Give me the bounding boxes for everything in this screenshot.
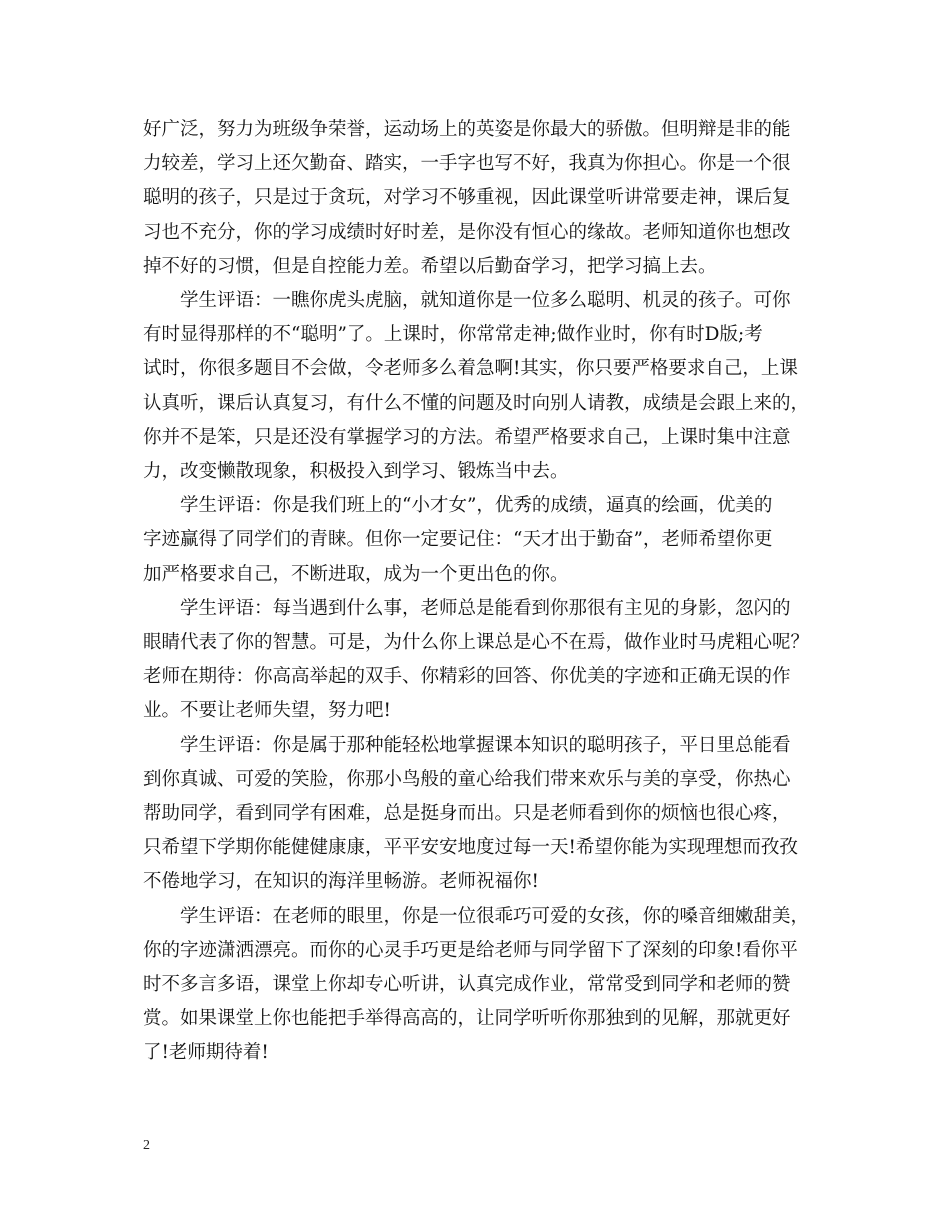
paragraph-line: 学生评语：每当遇到什么事，老师总是能看到你那很有主见的身影，忽闪的 [180, 597, 791, 619]
paragraph-line: 习也不充分，你的学习成绩时好时差，是你没有恒心的缘故。老师知道你也想改 [143, 221, 791, 243]
paragraph-line: 时不多言多语，课堂上你却专心听讲，认真完成作业，常常受到同学和老师的赞 [143, 974, 791, 996]
paragraph [143, 284, 811, 489]
paragraph-line: 帮助同学，看到同学有困难，总是挺身而出。只是老师看到你的烦恼也很心疼， [143, 803, 791, 825]
paragraph-line: 聪明的孩子，只是过于贪玩，对学习不够重视，因此课堂听讲常要走神，课后复 [143, 187, 791, 209]
paragraph-line: 到你真诚、可爱的笑脸，你那小鸟般的童心给我们带来欢乐与美的享受，你热心 [143, 768, 791, 790]
paragraph-line: 好广泛，努力为班级争荣誉，运动场上的英姿是你最大的骄傲。但明辩是非的能 [143, 119, 791, 140]
paragraph-line: 了!老师期待着! [143, 1042, 269, 1064]
paragraph-line: 试时，你很多题目不会做，令老师多么着急啊!其实，你只要严格要求自己，上课 [143, 358, 798, 380]
paragraph-line: 学生评语：一瞧你虎头虎脑，就知道你是一位多么聪明、机灵的孩子。可你 [180, 290, 791, 312]
paragraph-line: 力，改变懒散现象，积极投入到学习、锻炼当中去。 [143, 461, 569, 483]
paragraph-line: 加严格要求自己，不断进取，成为一个更出色的你。 [143, 563, 569, 585]
paragraph-line: 认真听，课后认真复习，有什么不懂的问题及时向别人请教，成绩是会跟上来的， [143, 392, 810, 414]
paragraph-line: 你的字迹潇洒漂亮。而你的心灵手巧更是给老师与同学留下了深刻的印象!看你平 [143, 939, 798, 961]
paragraph-line: 字迹赢得了同学们的青睐。但你一定要记住：“天才出于勤奋”，老师希望你更 [143, 529, 773, 551]
paragraph-line: 学生评语：你是属于那种能轻松地掌握课本知识的聪明孩子，平日里总能看 [180, 734, 791, 756]
paragraph [143, 900, 811, 1071]
paragraph-line: 业。不要让老师失望，努力吧! [143, 700, 391, 722]
paragraph-line: 有时显得那样的不“聪明”了。上课时，你常常走神;做作业时，你有时D版;考 [143, 324, 763, 346]
document-body [143, 113, 811, 1071]
paragraph [143, 113, 811, 284]
paragraph-line: 赏。如果课堂上你也能把手举得高高的，让同学听听你那独到的见解，那就更好 [143, 1008, 791, 1030]
paragraph-line: 眼睛代表了你的智慧。可是，为什么你上课总是心不在焉，做作业时马虎粗心呢？ [143, 632, 810, 654]
paragraph-line: 掉不好的习惯，但是自控能力差。希望以后勤奋学习，把学习搞上去。 [143, 255, 717, 277]
paragraph-line: 学生评语：在老师的眼里，你是一位很乖巧可爱的女孩，你的嗓音细嫩甜美， [180, 905, 810, 927]
paragraph-line: 不倦地学习，在知识的海洋里畅游。老师祝福你! [143, 871, 539, 893]
page-number: 2 [143, 1138, 150, 1153]
paragraph-line: 只希望下学期你能健健康康，平平安安地度过每一天!希望你能为实现理想而孜孜 [143, 837, 798, 859]
paragraph-line: 力较差，学习上还欠勤奋、踏实，一手字也写不好，我真为你担心。你是一个很 [143, 153, 791, 175]
paragraph [143, 729, 811, 900]
paragraph-line: 你并不是笨，只是还没有掌握学习的方法。希望严格要求自己，上课时集中注意 [143, 426, 791, 448]
paragraph [143, 592, 811, 729]
paragraph-line: 老师在期待：你高高举起的双手、你精彩的回答、你优美的字迹和正确无误的作 [143, 666, 791, 688]
paragraph [143, 489, 811, 592]
paragraph-line: 学生评语：你是我们班上的“小才女”，优秀的成绩，逼真的绘画，优美的 [180, 495, 773, 517]
